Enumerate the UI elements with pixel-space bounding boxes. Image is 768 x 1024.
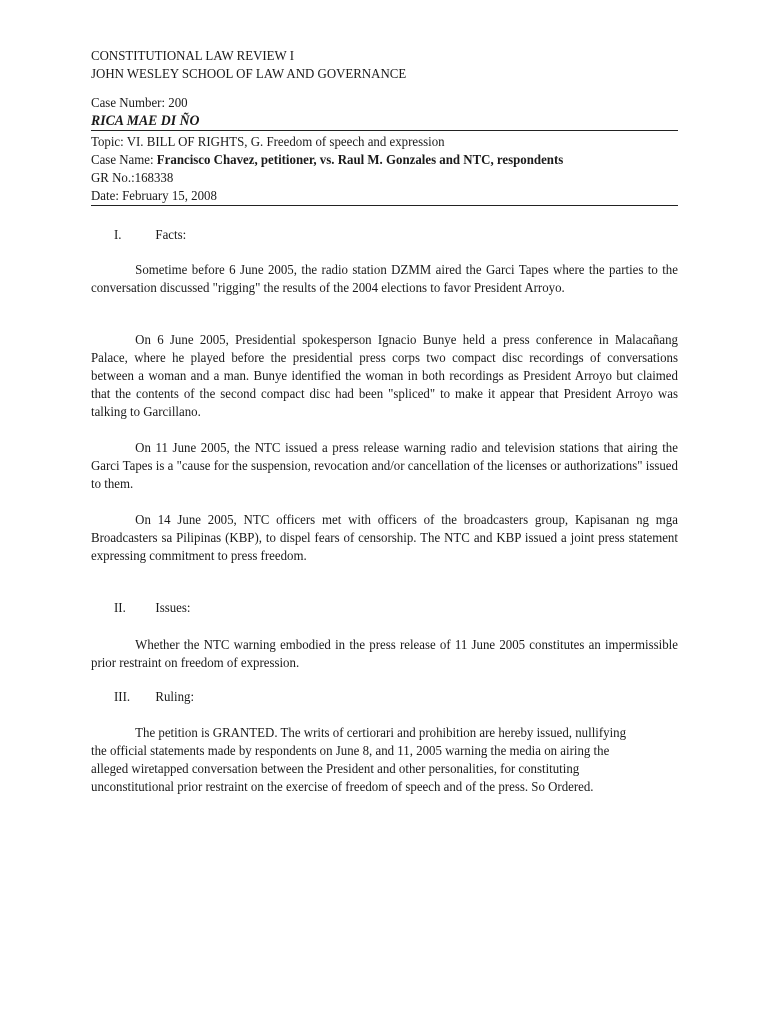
section-heading-ruling [114,689,194,707]
section-title: Ruling: [155,690,195,705]
facts-paragraph: On 14 June 2005, NTC officers met with officers of the broadcasters group, Kapisanan ng mga Broadcasters sa Pilipinas (KBP), to dispel fears of censorship. The NTC and KBP issued a joint press statement expressing commitment to press freedom. [91,513,678,564]
section-number: II. [114,601,126,616]
case-number: Case Number: 200 [91,96,188,111]
facts-paragraph: On 6 June 2005, Presidential spokesperson Ignacio Bunye held a press conference in Malacañang Palace, where he played before the presidential press corps two compact disc recordings of conversations between a woman and a man. Bunye identified the woman in both recordings as President Arroyo but claimed that the contents of the second compact disc had been "spliced" to make it appear that President Arroyo was talking to Garcillano. [91,333,678,420]
author-name: RICA MAE DI ÑO [91,113,200,129]
section-heading-issues [114,600,190,618]
section-number: III. [114,690,131,705]
section-number: I. [114,228,122,243]
school-name: JOHN WESLEY SCHOOL OF LAW AND GOVERNANCE [91,67,407,82]
case-name-label: Case Name: [91,153,157,168]
divider-bottom [91,205,678,206]
gr-number: GR No.:168338 [91,171,174,186]
ruling-paragraph: The petition is GRANTED. The writs of certiorari and prohibition are hereby issued, nullifying the official statements made by respondents on June 8, and 11, 2005 warning the media on airing the alleged wiretapped conversation between the President and other personalities, for constituting unconstitutional prior restraint on the exercise of freedom of speech and of the press. So Ordered. [91,726,627,795]
divider-top [91,130,678,131]
topic-line: Topic: VI. BILL OF RIGHTS, G. Freedom of speech and expression [91,135,445,150]
course-title: CONSTITUTIONAL LAW REVIEW I [91,49,294,64]
section-title: Facts: [155,228,187,243]
case-date: Date: February 15, 2008 [91,189,217,204]
facts-paragraph: On 11 June 2005, the NTC issued a press release warning radio and television stations that airing the Garci Tapes is a "cause for the suspension, revocation and/or cancellation of the licenses or authorizations" issued to them. [91,441,678,492]
case-name-value: Francisco Chavez, petitioner, vs. Raul M. Gonzales and NTC, respondents [156,153,564,168]
issues-paragraph: Whether the NTC warning embodied in the press release of 11 June 2005 constitutes an impermissible prior restraint on freedom of expression. [91,638,678,671]
facts-paragraph: Sometime before 6 June 2005, the radio station DZMM aired the Garci Tapes where the parties to the conversation discussed "rigging" the results of the 2004 elections to favor President Arroyo. [91,263,678,296]
section-title: Issues: [155,601,191,616]
case-name-line [91,152,563,170]
section-heading-facts [114,227,186,245]
